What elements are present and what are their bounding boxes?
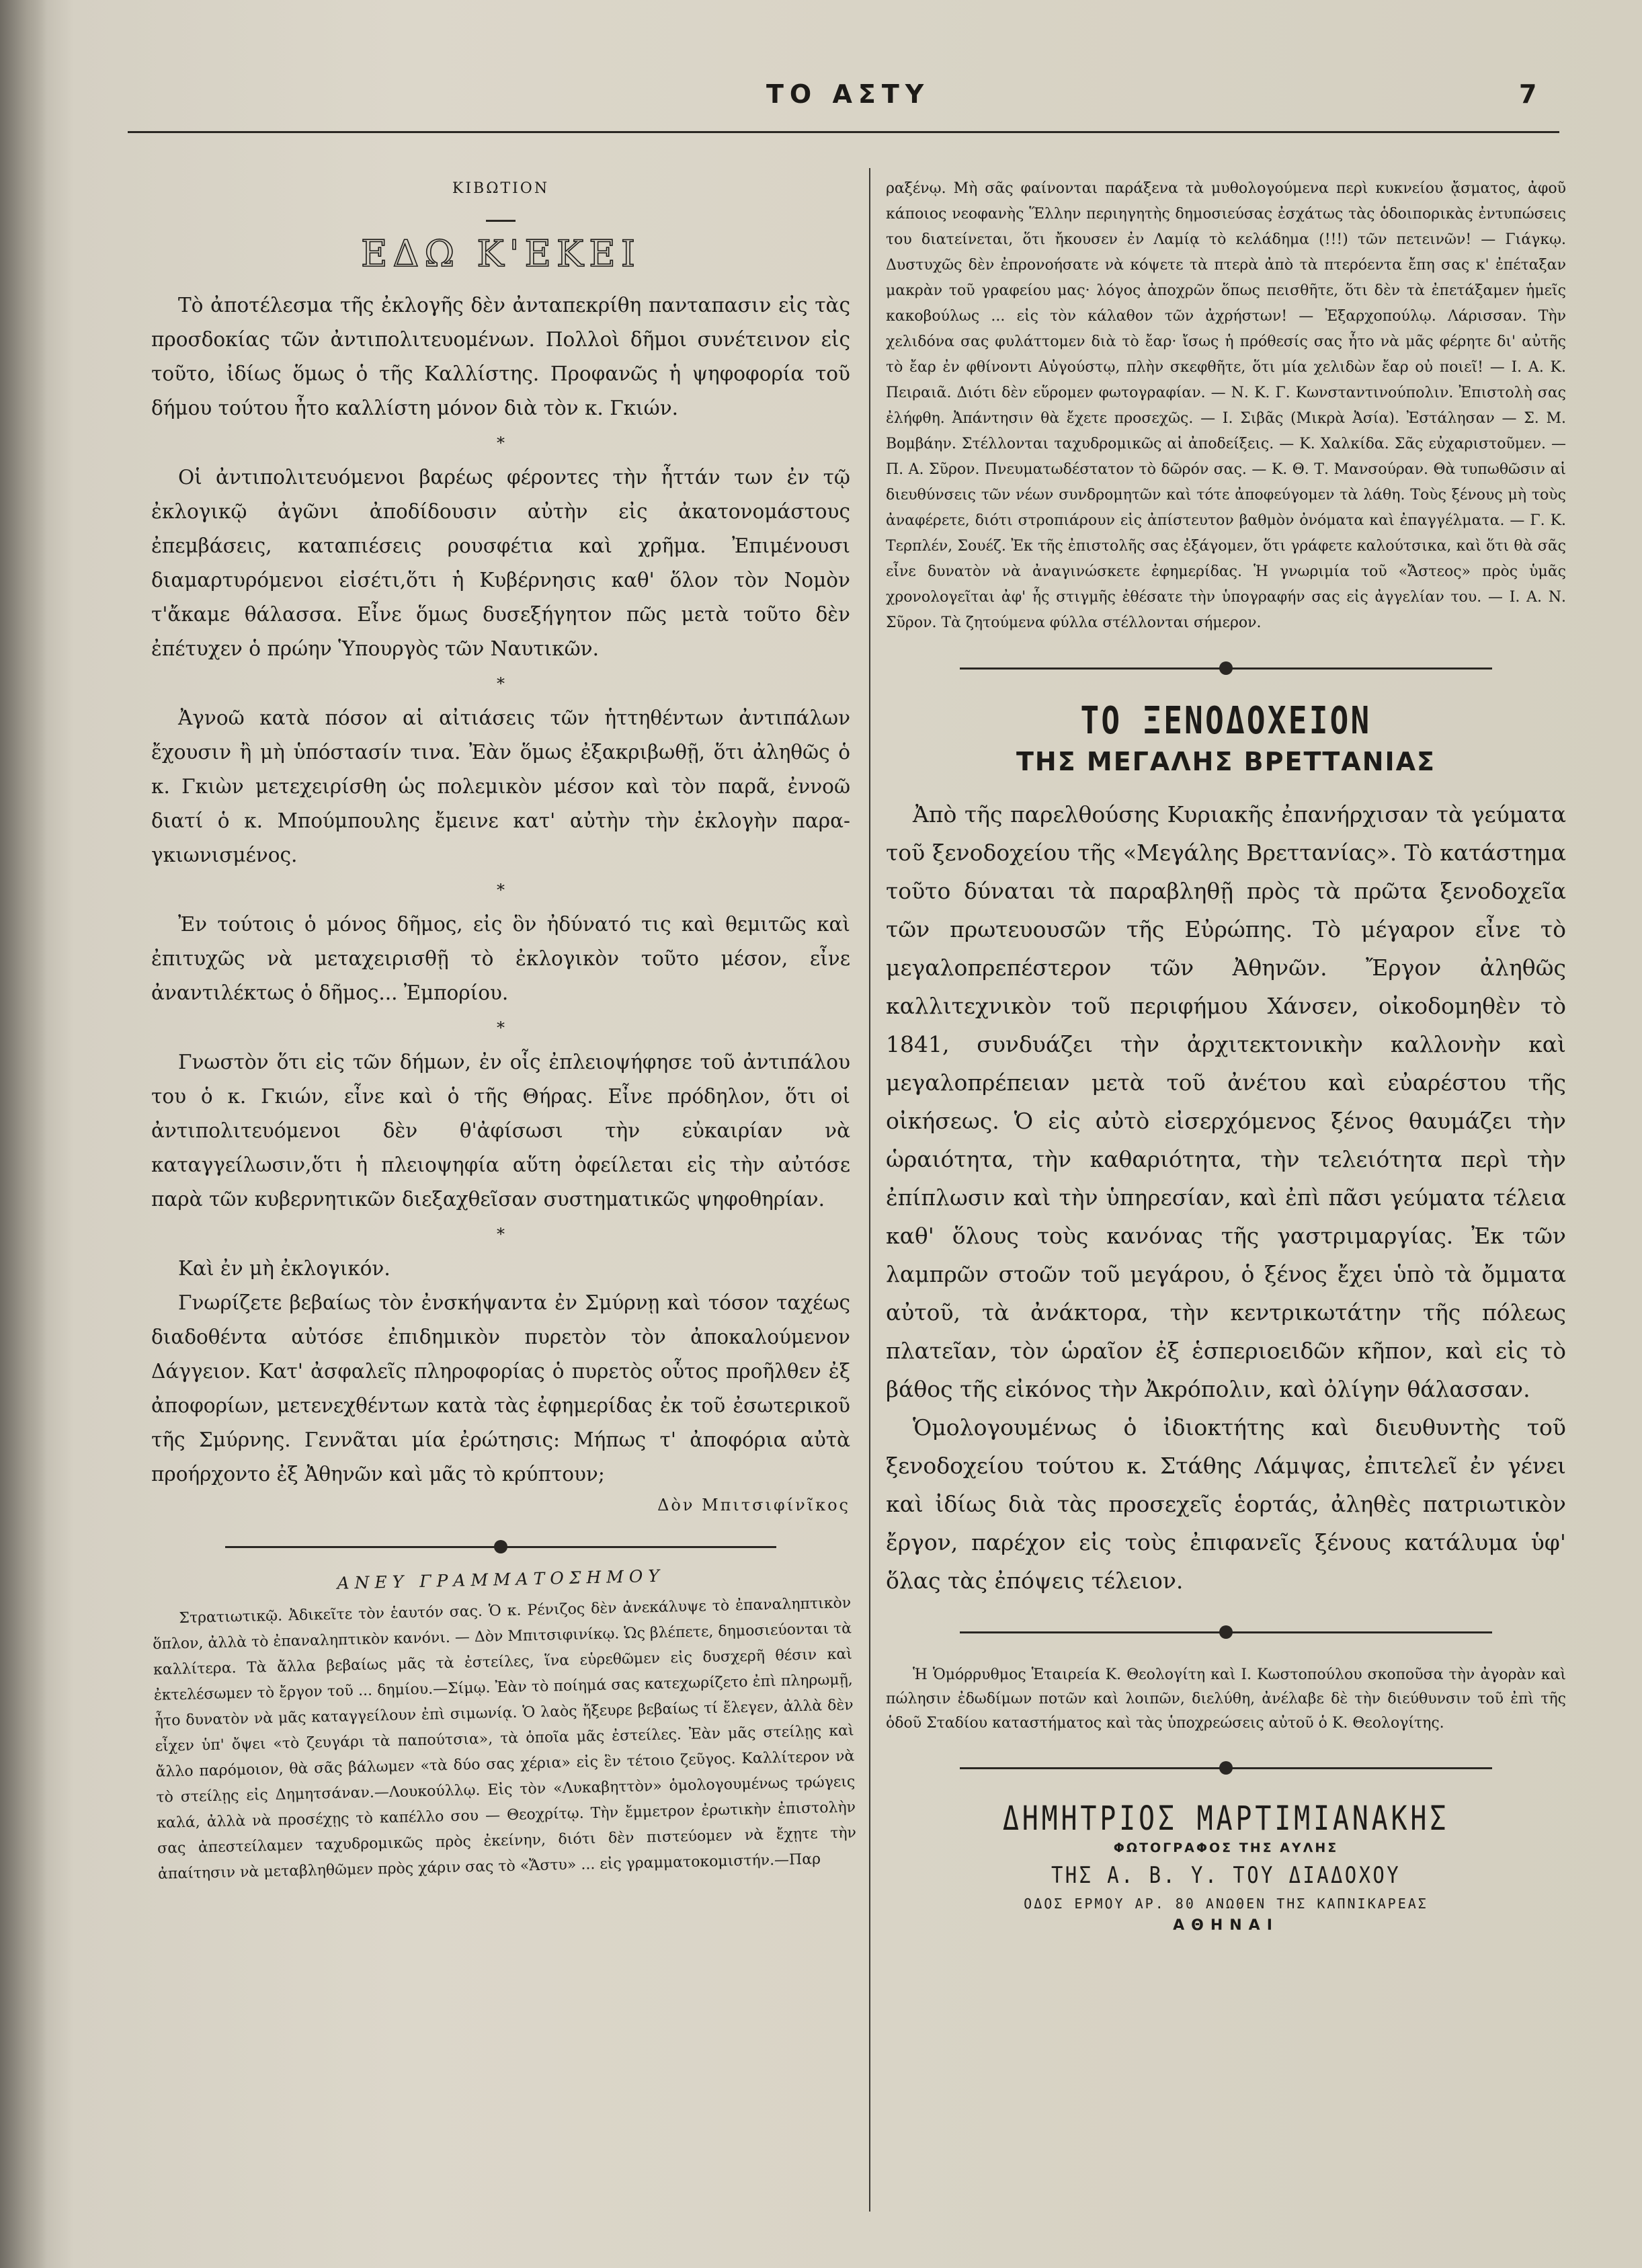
section-divider [886, 1619, 1566, 1646]
photographer-address: ΟΔΟΣ ΕΡΜΟΥ ΑΡ. 80 ΑΝΩΘΕΝ ΤΗΣ ΚΑΠΝΙΚΑΡΕΑΣ [1024, 1896, 1428, 1912]
author-signature: Δὸν Μπιτσιφίνῖκος [657, 1496, 850, 1514]
correspondence-text: Στρατιωτικῷ. Ἀδικεῖτε τὸν ἑαυτόν σας. Ὁ κ. Ρένιζος δὲν ἀνεκάλυψε τὸ ἐπαναληπτικὸν ὅπλον, ἀλλὰ τὸ ἐπαναληπτικὸν κανόνι. — Δὸν Μπιτσιφινίκῳ. Ὡς βλέπετε, δημοσιεύονται τὰ καλλίτερα. Τὰ ἄλλα βεβαίως μᾶς τὰ ἐστείλες, ἵνα εὑρεθῶμεν εἰς δυσχερῆ θέσιν καὶ ἐκτελέσωμεν τὸ ἔργον τοῦ ... δημίου.—Σίμῳ. Ἐὰν τὸ ποίημά σας κατεχωρίζετο ἐπὶ πληρωμῇ, ἦτο δυνατὸν νὰ μᾶς καταγγείλουν ἐπὶ σιμωνίᾳ. Ὁ λαὸς ἤξευρε βεβαίως τί ἔλεγεν, ἀλλὰ δὲν εἶχεν ὑπ' ὄψει «τὸ ζευγάρι τὰ παπούτσια», τὰ ὁποῖα μᾶς ἐστείλες. Ἐὰν μᾶς στείλῃς καὶ ἄλλο παρόμοιον, θὰ σᾶς βάλωμεν «τὰ δύο σας χέρια» εἰς ἓν τέτοιο ζεῦγος. Καλλίτερον νὰ τὸ στείλῃς εἰς Δημητσάναν.—Λουκούλλῳ. Εἰς τὸν «Λυκαβηττὸν» ὁμολογουμένως τρώγεις καλά, ἀλλὰ νὰ προσέχῃς τὸ καπέλλο σου — Θεοχρίτῳ. Τὴν ἔμμετρον ἐρωτικὴν ἐπιστολὴν σας ἀπεστείλαμεν ταχυδρομικῶς πρὸς ἐκείνην, διότι δὲν πιστεύομεν νὰ ἔχῃτε τὴν ἀπαίτησιν νὰ μεταβληθῶμεν πρὸς χάριν σας τὸ «Ἄστυ» ... εἰς γραμματοκομιστήν.—Παρ [152, 1594, 857, 1883]
separator-star: * [497, 674, 505, 693]
article-paragraph: Οἱ ἀντιπολιτευόμενοι βαρέως φέροντες τὴν ἧττάν των ἐν τῷ ἐκλογικῷ ἀγῶνι ἀποδίδουσιν αὐτὴν εἰς ἀκατονομάστους ἐπεμβάσεις, καταπιέσεις ρουσφέτια καὶ χρῆμα. Ἐπιμένουσι διαμαρτυρόμενοι εἰσέτι,ὅτι ἡ Κυβέρνησις καθ' ὅλον τὸν Νομὸν τ'ἄκαμε θάλασσα. Εἶνε ὅμως δυσεξήγητον πῶς μετὰ τοῦτο δὲν ἐπέτυχεν ὁ πρώην Ὑπουργὸς τῶν Ναυτικῶν. [151, 466, 850, 660]
separator-star: * [497, 1225, 505, 1244]
page-number: 7 [1519, 79, 1537, 109]
section-divider [886, 655, 1566, 682]
column-rule [869, 168, 870, 2212]
article-paragraph: Τὸ ἀποτέλεσμα τῆς ἐκλογῆς δὲν ἀνταπεκρίθη πανταπασιν εἰς τὰς προσδοκίας τῶν ἀντιπολιτευομένων. Πολλοὶ δῆμοι συνέτεινον εἰς τοῦτο, ἰδίως ὅμως ὁ τῆς Καλλίστης. Προφανῶς ἡ ψηφοφορία τοῦ δήμου τούτου ἦτο καλλίστη μόνον διὰ τὸν κ. Γκιών. [151, 294, 850, 419]
binding-gutter [0, 0, 47, 2268]
divider-dot [494, 1540, 507, 1553]
hotel-title: ΤΟ ΞΕΝΟΔΟΧΕΙΟΝ [1080, 699, 1372, 743]
correspondence-title: ΑΝΕΥ ΓΡΑΜΜΑΤΟΣΗΜΟΥ [337, 1566, 665, 1593]
top-rule [128, 131, 1559, 133]
article-paragraph: Ἀγνοῶ κατὰ πόσον αἱ αἰτιάσεις τῶν ἡττηθέντων ἀντιπάλων ἔχουσιν ἢ μὴ ὑπόστασίν τινα. Ἐὰν ὅμως ἐξακριβωθῇ, ὅτι ἀληθῶς ὁ κ. Γκιὼν μετεχειρίσθη ὡς πολεμικὸν μέσον καὶ τὸν παρᾶ, ἐννοῶ διατί ὁ κ. Μπούμπουλης ἔμεινε κατ' αὐτὴν τὴν ἐκλογὴν παρα-γκιωνισμένος. [151, 706, 850, 866]
article-paragraph: Καὶ ἐν μὴ ἐκλογικόν. [178, 1257, 391, 1280]
separator-star: * [497, 881, 505, 899]
section-divider [151, 1533, 850, 1560]
photographer-advert [886, 1799, 1566, 1934]
section-dash [486, 220, 516, 222]
running-head: ΤΟ ΑΣΤΥ [766, 79, 930, 109]
separator-star: * [497, 1018, 505, 1037]
divider-dot [1219, 1761, 1233, 1775]
correspondence-block [151, 1562, 857, 1887]
article-paragraph: Ἐν τούτοις ὁ μόνος δῆμος, εἰς ὃν ἠδύνατό τις καὶ θεμιτῶς καὶ ἐπιτυχῶς νὰ μεταχειρισθῇ τὸ ἐκλογικὸν τοῦτο μέσον, εἶνε ἀναντιλέκτως ὁ δῆμος... Ἐμπορίου. [151, 913, 850, 1004]
photographer-city: ΑΘΗΝΑΙ [1173, 1917, 1279, 1934]
photographer-role: ΦΩΤΟΓΡΑΦΟΣ ΤΗΣ ΑΥΛΗΣ [1113, 1840, 1339, 1855]
correspondence-continued: ραξένῳ. Μὴ σᾶς φαίνονται παράξενα τὰ μυθολογούμενα περὶ κυκνείου ᾄσματος, ἀφοῦ κάποιος νεοφανὴς Ἕλλην περιηγητὴς δημοσιεύσας ἐσχάτως τὰς ὁδοιπορικὰς ἐντυπώσεις του διατείνεται, ὅτι ἤκουσεν ἐν Λαμίᾳ τὸ κελάδημα (!!!) τῶν πετεινῶν! — Γιάγκῳ. Δυστυχῶς δὲν ἐπρονοήσατε νὰ κόψετε τὰ πτερὰ ἀπὸ τὰ πτερόεντα ἔπη σας κ' ἐπέταξαν μακρὰν τοῦ γραφείου μας· λόγος ἀποχρῶν ὅπως πεισθῆτε, ὅτι δὲν τὰ ἐπετάξαμεν ἡμεῖς κακοβούλως ... εἰς τὸν κάλαθον τῶν ἀχρήστων! — Ἐξαρχοπούλῳ. Λάρισσαν. Τὴν χελιδόνα σας φυλάττομεν διὰ τὸ ἔαρ· ἴσως ἡ πρόθεσίς σας ἦτο νὰ μᾶς φέρητε δι' αὐτῆς τὸ ἔαρ ἐν φθίνοντι Αὐγούστῳ, πλὴν σκεφθῆτε, ὅτι μία χελιδὼν ἔαρ οὐ ποιεῖ! — Ι. Α. Κ. Πειραιᾶ. Διότι δὲν εὕρομεν φωτογραφίαν. — Ν. Κ. Γ. Κωνσταντινούπολιν. Ἐπιστολὴ σας ἐλήφθη. Ἀπάντησιν θὰ ἔχετε προσεχῶς. — Ι. Σιβᾶς (Μικρὰ Ἀσία). Ἐστάλησαν — Σ. Μ. Βομβάην. Στέλλονται ταχυδρομικῶς αἱ ἀποδείξεις. — Κ. Χαλκίδα. Σᾶς εὐχαριστοῦμεν. — Π. Α. Σῦρον. Πνευματωδέστατον τὸ δῶρόν σας. — Κ. Θ. Τ. Μανσούραν. Θὰ τυπωθῶσιν αἱ διευθύνσεις τῶν νέων συνδρομητῶν καὶ τότε ἀποφεύγομεν τὰ λάθη. Τοὺς ξένους μὴ τοὺς ἀναφέρετε, διότι στροπιάρουν εἰς ἀπίστευτον βαθμὸν ὀνόματα καὶ ἐπαγγέλματα. — Γ. Κ. Τερπλέν, Σουέζ. Ἐκ τῆς ἐπιστολῆς σας ἐξάγομεν, ὅτι γράφετε καλούτσικα, καὶ ὅτι θὰ σᾶς εἶνε δυνατὸν νὰ ἀναγινώσκετε ἐφημερίδας. Ἡ γνωριμία τοῦ «Ἄστεος» πρὸς ὑμᾶς χρονολογεῖται ἀφ' ἧς στιγμῆς ἐθέσατε τὴν ὑπογραφήν σας εἰς ἀγγελίαν του. — Ι. Α. Ν. Σῦρον. Τὰ ζητούμενα φύλλα στέλλονται σήμερον. [886, 180, 1566, 631]
company-notice: Ἡ Ὁμόρρυθμος Ἑταιρεία Κ. Θεολογίτη καὶ Ι. Κωστοπούλου σκοποῦσα τὴν ἀγορὰν καὶ πώλησιν ἐδωδίμων ποτῶν καὶ λοιπῶν, διελύθη, ἀνέλαβε δὲ τὴν διεύθυνσιν τοῦ ἐπὶ τῆς ὁδοῦ Σταδίου καταστήματος καὶ τὰς ὑποχρεώσεις αὐτοῦ ὁ Κ. Θεολογίτης. [886, 1666, 1566, 1732]
separator-star: * [497, 434, 505, 452]
photographer-name: ΔΗΜΗΤΡΙΟΣ ΜΑΡΤΙΜΙΑΝΑΚΗΣ [1002, 1799, 1450, 1838]
section-divider [886, 1754, 1566, 1781]
divider-dot [1219, 1625, 1233, 1639]
right-column [886, 176, 1566, 1934]
article-paragraph: Γνωρίζετε βεβαίως τὸν ἐνσκήψαντα ἐν Σμύρνῃ καὶ τόσον ταχέως διαδοθέντα αὐτόσε ἐπιδημικὸν πυρετὸν τὸν ἀποκαλούμενον Δάγγειον. Κατ' ἀσφαλεῖς πληροφορίας ὁ πυρετὸς οὗτος προῆλθεν ἐξ ἀποφορίων, μετενεχθέντων κατὰ τὰς ἐφημερίδας ἐκ τοῦ ἐσωτερικοῦ τῆς Σμύρνης. Γεννᾶται μία ἐρώτησις: Μήπως τ' ἀποφόρια αὐτὰ προήρχοντο ἐξ Ἀθηνῶν καὶ μᾶς τὸ κρύπτουν; [151, 1291, 850, 1486]
divider-dot [1219, 661, 1233, 675]
hotel-subtitle: ΤΗΣ ΜΕΓΑΛΗΣ ΒΡΕΤΤΑΝΙΑΣ [1016, 747, 1436, 776]
section-label: ΚΙΒΩΤΙΟΝ [452, 180, 550, 197]
photographer-patron: ΤΗΣ Α. Β. Υ. ΤΟΥ ΔΙΑΔΟΧΟΥ [1051, 1862, 1401, 1889]
hotel-paragraph: Ἀπὸ τῆς παρελθούσης Κυριακῆς ἐπανήρχισαν τὰ γεύματα τοῦ ξενοδοχείου τῆς «Μεγάλης Βρεττανίας». Τὸ κατάστημα τοῦτο δύναται τὰ παραβληθῇ πρὸς τὰ πρῶτα ξενοδοχεῖα τῶν πρωτευουσῶν τῆς Εὐρώπης. Τὸ μέγαρον εἶνε τὸ μεγαλοπρεπέστερον τῶν Ἀθηνῶν. Ἔργον ἀληθῶς καλλιτεχνικὸν τοῦ περιφήμου Χάνσεν, οἰκοδομηθὲν τὸ 1841, συνδυάζει τὴν ἀρχιτεκτονικὴν καλλονὴν καὶ μεγαλοπρέπειαν μετὰ τοῦ ἀνέτου καὶ εὐαρέστου τῆς οἰκήσεως. Ὁ εἰς αὐτὸ εἰσερχόμενος ξένος θαυμάζει τὴν ὡραιότητα, τὴν καθαριότητα, τὴν τελειότητα περὶ τὴν ἐπίπλωσιν καὶ τὴν ὑπηρεσίαν, καὶ ἐπὶ πᾶσι γεύματα τέλεια καθ' ὅλους τοὺς κανόνας τῆς γαστριμαργίας. Ἐκ τῶν λαμπρῶν στοῶν τοῦ μεγάρου, ὁ ξένος ἔχει ὑπὸ τὰ ὄμματα αὐτοῦ, τὰ ἀνάκτορα, τὴν κεντρικωτάτην τῆς πόλεως πλατεῖαν, τὸν ὡραῖον ἐξ ἑσπεριοειδῶν κῆπον, καὶ εἰς τὸ βάθος τῆς εἰκόνος τὴν Ἀκρόπολιν, καὶ ὀλίγην θάλασσαν. [886, 801, 1566, 1402]
section-title: ΕΔΩ Κ'ΕΚΕΙ [360, 233, 641, 275]
hotel-paragraph: Ὁμολογουμένως ὁ ἰδιοκτήτης καὶ διευθυντὴς τοῦ ξενοδοχείου τούτου κ. Στάθης Λάμψας, ἐπιτελεῖ ἐν γένει καὶ ἰδίως διὰ τὰς προσεχεῖς ἑορτάς, ἀληθὲς πατριωτικὸν ἔργον, παρέχον εἰς τοὺς ἐπιφανεῖς ξένους κατάλυμα ὑφ' ὅλας τὰς ἐπόψεις τέλειον. [886, 1414, 1566, 1594]
left-column [151, 176, 857, 1888]
article-paragraph: Γνωστὸν ὅτι εἰς τῶν δήμων, ἐν οἷς ἐπλειοψήφησε τοῦ ἀντιπάλου του ὁ κ. Γκιών, εἶνε καὶ ὁ τῆς Θήρας. Εἶνε πρόδηλον, ὅτι οἱ ἀντιπολιτευόμενοι δὲν θ'ἀφίσωσι τὴν εὐκαιρίαν νὰ καταγγείλωσιν,ὅτι ἡ πλειοψηφία αὕτη ὀφείλεται εἰς τὴν αὐτόσε παρὰ τῶν κυβερνητικῶν διεξαχθεῖσαν συστηματικῶς ψηφοθηρίαν. [151, 1051, 850, 1211]
